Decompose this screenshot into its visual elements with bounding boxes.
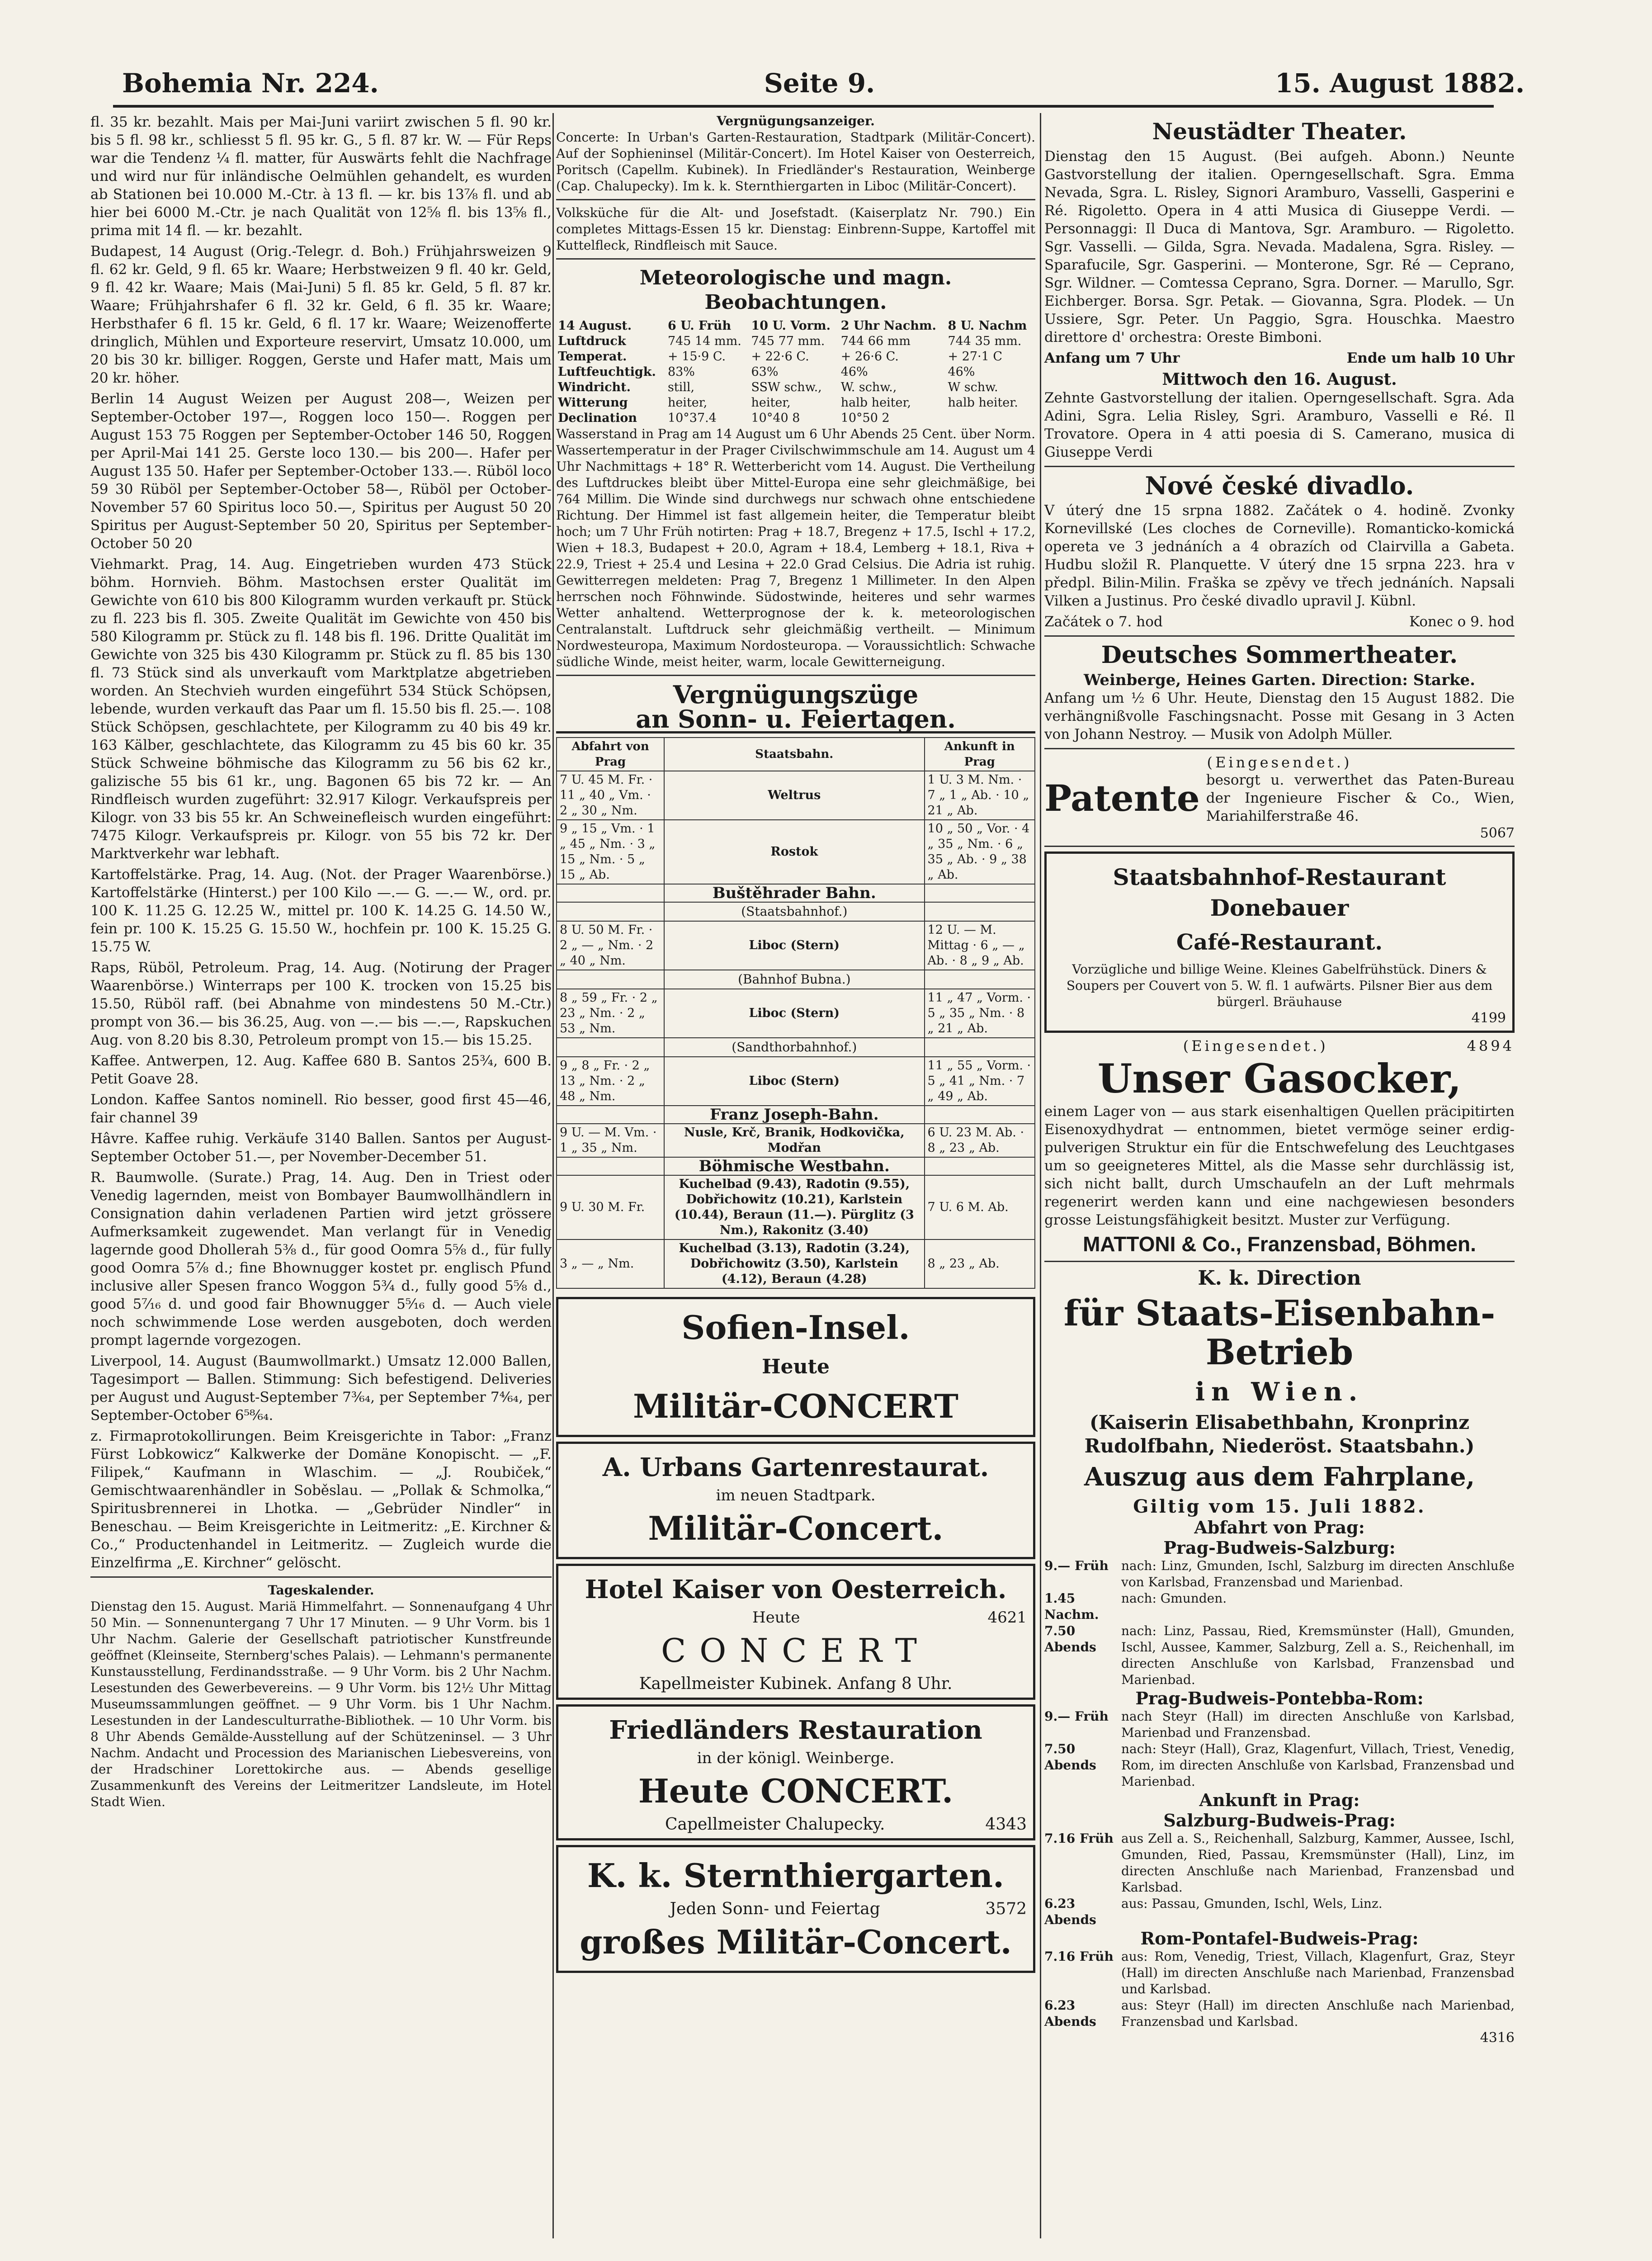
volkskueche-text: Volksküche für die Alt- und Josefstadt. (Kaiserplatz Nr. 790.) Ein completes Mittags-Essen 15 kr. Dienstag: Einbrenn-Suppe, Kartoffel mit Kuttelfleck, Rindfleisch mit Sauce. [556, 205, 1039, 253]
divider [556, 199, 1035, 200]
vergnuegungszuege-subtitle: an Sonn- u. Feiertagen. [556, 707, 1035, 733]
sommertheater-text: Anfang um ½ 6 Uhr. Heute, Dienstag den 15 August 1882. Die verhängnißvolle Faschingsnacht. Posse mit Gesang in 3 Acten von Johann Nestroy. — Musik von Adolph Müller. [1044, 690, 1519, 743]
ad-hotel-concert: CONCERT [661, 1632, 930, 1670]
met-cell: Witterung [558, 396, 628, 410]
met-row [556, 411, 1035, 426]
fahrplan-route: Prag-Budweis-Salzburg: [1163, 1537, 1396, 1558]
tageskalender-title: Tageskalender. [268, 1583, 374, 1598]
donebauer-number: 4199 [1471, 1010, 1506, 1026]
market-paragraph: London. Kaffee Santos nominell. Rio besser, good first 45—46, fair channel 39 [90, 1092, 556, 1126]
met-cell: halb heiter. [948, 396, 1018, 410]
met-cell: + 27·1 C [948, 350, 1003, 364]
kk-direction: K. k. Direction [1198, 1267, 1361, 1290]
met-cell: + 22·6 C. [751, 350, 809, 364]
fahrplan-line [1044, 1741, 1519, 1790]
fahrplan-destinations: aus Zell a. S., Reichenhall, Salzburg, Kammer, Aussee, Ischl, Gmunden, Ried, Passau, Kremsmünster (Hall), Linz, im directen Anschluße nach Marienbad, Franzensbad und Karlsbad. [1121, 1831, 1519, 1895]
meteorology-table [556, 318, 1035, 426]
ad-urban [556, 1442, 1035, 1559]
met-cell: 63% [751, 365, 779, 379]
market-paragraph: Liverpool, 14. August (Baumwollmarkt.) Umsatz 12.000 Ballen, Tagesimport — Ballen. Stimmung: Sich befestigend. Deliveries per August und August-September 7³⁄₆₄, per September 7⁴⁄₆₄, per September-October 6⁵⁸⁄₆₄. [90, 1353, 556, 1424]
tt-cell: Kuchelbad (9.43), Radotin (9.55), Dobřichowitz (10.21), Karlstein (10.44), Beraun (11.—). Pürglitz (3 Nm.), Rakonitz (3.40) [664, 1175, 924, 1239]
donebauer-title: Staatsbahnhof-Restaurant Donebauer [1113, 864, 1446, 921]
tt-cell: Nusle, Krč, Branik, Hodkovička, Modřan [664, 1124, 924, 1157]
tt-row [557, 1057, 1035, 1106]
eingesendet-1: (Eingesendet.) [1207, 754, 1352, 771]
met-row [556, 380, 1035, 395]
fahrplan-auszug: Auszug aus dem Fahrplane, [1084, 1462, 1475, 1492]
divider [1044, 748, 1515, 749]
tt-cell: 9 U. 30 M. Fr. [557, 1175, 664, 1239]
ad-sofieninsel-heute: Heute [762, 1355, 830, 1378]
tt-head-arrival: Ankunft in Prag [925, 738, 1035, 771]
fahrplan-route: Ankunft in Prag: [1199, 1790, 1360, 1810]
fahrplan-destinations: nach: Gmunden. [1121, 1591, 1227, 1606]
fahrplan-time: 7.50 Abends [1044, 1623, 1096, 1655]
fahrplan-line [1044, 1708, 1519, 1741]
sommertheater-sub: Weinberge, Heines Garten. Direction: Starke. [1083, 671, 1476, 689]
market-paragraph: fl. 35 kr. bezahlt. Mais per Mai-Juni variirt zwischen 5 fl. 90 kr. bis 5 fl. 98 kr., schliesst 5 fl. 95 kr. G., 5 fl. 87 kr. W. — Für Reps war die Tendenz ¼ fl. matter, für Auswärts fehlt die Nachfrage und wird nur für inländische Oelmühlen gehandelt, es wurden ab Stationen bei 10.000 M.-Ctr. à 13 fl. — kr. bis 13⅞ fl. und ab hier bei 6000 M.-Ctr. je nach Qualität von 12⅝ fl. bis 13⅝ fl., prima mit 14 fl. — kr. bezahlt. [90, 114, 556, 239]
ad-stern-title: K. k. Sternthiergarten. [587, 1856, 1005, 1895]
market-paragraph: Kaffee. Antwerpen, 12. Aug. Kaffee 680 B. Santos 25¾, 600 B. Petit Goave 28. [90, 1053, 556, 1087]
fahrplan-number: 4316 [1480, 2030, 1515, 2046]
tageskalender-text: Dienstag den 15. August. Mariä Himmelfahrt. — Sonnenaufgang 4 Uhr 50 Min. — Sonnenuntergang 7 Uhr 17 Minuten. — 9 Uhr Vorm. bis 1 Uhr Nachm. Galerie der Gesellschaft patriotischer Kunstfreunde geöffnet (Kleinseite, Sternberg'sches Palais). — Lehmann's permanente Kunstausstellung, Ferdinandsstraße. — 9 Uhr Vorm. bis 2 Uhr Nachm. Lesestunden des Gewerbevereins. — 9 Uhr Vorm. bis 12½ Uhr Mittag Museumssammlungen geöffnet. — 9 Uhr Vorm. bis 1 Uhr Nachm. Lesestunden in der Landesculturrathe-Bibliothek. — 10 Uhr Vorm. bis 8 Uhr Abends Gemälde-Ausstellung auf der Schützeninsel. — 3 Uhr Nachm. Andacht und Procession des Marianischen Liebesvereins, von der Hradschiner Lorettokirche aus. — Abends gesellige Zusammenkunft des Vereins der Leitmeritzer Landsleute, im Hotel Stadt Wien. [90, 1599, 556, 1809]
tt-row [557, 921, 1035, 970]
tt-cell: 8 „ 59 „ Fr. · 2 „ 23 „ Nm. · 2 „ 53 „ Nm. [557, 989, 664, 1038]
fahrplan-time: 6.23 Abends [1044, 1896, 1096, 1927]
fahrplan-destinations: nach Steyr (Hall) im directen Anschluße von Karlsbad, Marienbad und Franzensbad. [1121, 1709, 1519, 1740]
column-rule-2 [1040, 113, 1041, 2238]
ad-sofieninsel [556, 1297, 1035, 1437]
divider [556, 258, 1035, 260]
met-header-cell: 14 August. [558, 319, 632, 333]
market-paragraph: Viehmarkt. Prag, 14. Aug. Eingetrieben wurden 473 Stück böhm. Hornvieh. Böhm. Mastochsen erster Qualität im Gewichte von 610 bis 800 Kilogramm wurden verkauft pr. Stück zu fl. 223 bis fl. 305. Zweite Qualität im Gewichte von 450 bis 580 Kilogramm pr. Stück zu fl. 148 bis fl. 196. Dritte Qualität im Gewichte von 325 bis 430 Kilogramm pr. Stück zu fl. 85 bis 130 fl. 73 Stück sind als unverkauft vom Marktplatze abgetrieben worden. An Stechvieh wurden eingeführt 534 Stück Schöpsen, lebende, wurden verkauft das Paar um fl. 15.50 bis fl. 25.—. 108 Stück Schöpsen, geschlachtete, per Kilogramm zu 40 bis 49 kr. 163 Kälber, geschlachtete, das Kilogramm zu 45 bis 60 kr. 35 Stück Schweine böhmische das Kilogramm zu 56 bis 62 kr., galizische 55 bis 61 kr., ung. Bagonen 65 bis 72 kr. — An Rindfleisch wurden zugeführt: 32.917 Kilogr. Verkaufspreis per Kilogr. von 33 bis 55 kr. An Schweinefleisch wurden eingeführt: 7475 Kilogr. Verkaufspreis pr. Kilogr. von 55 bis 72 kr. Der Marktverkehr war lebhaft. [90, 556, 556, 862]
tt-cell: Rostok [664, 820, 924, 884]
tt-sub-staatsbahnhof: (Staatsbahnhof.) [664, 902, 924, 921]
ad-stern-concert: großes Militär-Concert. [580, 1923, 1012, 1961]
market-paragraph: z. Firmaprotokollirungen. Beim Kreisgerichte in Tabor: „Franz Fürst Lobkowicz“ Kalkwerke der Domäne Konopischt. — „F. Filipek,“ Kaufmann in Wlaschim. — „J. Roubiček,“ Gemischtwaarenhändler in Soběslau. — „Pollak & Schmolka,“ Spiritusbrennerei in Lhotka. — „Gebrüder Nindler“ in Beneschau. — Beim Kreisgerichte in Leitmeritz: „E. Kirchner & Co.,“ Productenhandel in Leitmeritz. — Zugleich wurde die Einzelfirma „E. Kirchner“ gelöscht. [90, 1428, 556, 1571]
met-cell: Declination [558, 411, 637, 425]
donebauer-text: Vorzügliche und billige Weine. Kleines Gabelfrühstück. Diners & Soupers per Couvert von 5. W. fl. 1 aufwärts. Pilsner Bier aus dem bürgerl. Bräuhause [1066, 962, 1493, 1009]
column-theater-ads [1044, 113, 1519, 2046]
tt-row [557, 989, 1035, 1038]
met-row [556, 349, 1035, 364]
donebauer-cafe: Café-Restaurant. [1176, 930, 1383, 955]
fahrplan-line [1044, 1623, 1519, 1688]
divider [1044, 466, 1515, 467]
met-cell: heiter, [751, 396, 791, 410]
tt-line-staatsbahn: Staatsbahn. [664, 738, 924, 771]
met-cell: Luftdruck [558, 334, 626, 348]
market-paragraph: Raps, Rüböl, Petroleum. Prag, 14. Aug. (Notirung der Prager Waarenbörse.) Winterraps per 100 K. trocken von 15.25 bis 15.50, Rüböl raff. (bei Abnahme von mindestens 50 M.-Ctr.) prompt von 36.— bis 36.25, Aug. von —.— bis —.—, Rapskuchen Aug. von 8.20 bis 8.30, Petroleum prompt von 15.— bis 15.25. [90, 960, 556, 1048]
fahrplan-destinations: aus: Steyr (Hall) im directen Anschluße nach Marienbad, Franzensbad und Karlsbad. [1121, 1998, 1519, 2029]
fahrplan-route: Salzburg-Budweis-Prag: [1163, 1810, 1396, 1831]
excursion-timetable [556, 737, 1035, 1289]
ad-friedlaender-sub: in der königl. Weinberge. [697, 1749, 895, 1767]
met-cell: 10°40 8 [751, 411, 800, 425]
ad-urban-sub: im neuen Stadtpark. [716, 1486, 876, 1504]
met-cell: still, [667, 380, 695, 394]
ad-hotel-number: 4621 [987, 1608, 1027, 1627]
fahrplan-line [1044, 1949, 1519, 1997]
tt-line-bwb: Böhmische Westbahn. [664, 1157, 924, 1175]
fahrplan-route: Rom-Pontafel-Budweis-Prag: [1140, 1928, 1419, 1949]
eingesendet-2-number: 4894 [1467, 1037, 1515, 1055]
ad-hotel-heute: Heute [752, 1608, 800, 1627]
nove-konec: Konec o 9. hod [1409, 614, 1515, 630]
met-header-cell: 8 U. Nachm [948, 319, 1027, 333]
mattoni: MATTONI & Co., Franzensbad, Böhmen. [1083, 1232, 1476, 1256]
ad-urban-concert: Militär-Concert. [648, 1509, 944, 1547]
gasocker-text: einem Lager von — aus stark eisenhaltigen Quellen präcipitirten Eisenoxydhydrat — entnommen, bietet vermöge seiner erdig-pulverigen Struktur ein für die Entschwefelung des Leuchtgases um so geeigneteres Mittel, als die Masse sehr durchlässig ist, sich nicht ballt, durch Umschaufeln an der Luft mehrmals regenerirt werden kann und eine nachgewiesen besonders grosse Leistungsfähigkeit besitzt. Muster zur Verfügung. [1044, 1103, 1519, 1228]
tt-cell: 9 „ 8 „ Fr. · 2 „ 13 „ Nm. · 2 „ 48 „ Nm. [557, 1057, 664, 1106]
tt-cell: Weltrus [664, 771, 924, 820]
fahrplan-destinations: nach: Linz, Passau, Ried, Kremsmünster (Hall), Gmunden, Ischl, Aussee, Kammer, Salzburg, Zell a. S., Reichenhall, im directen Anschluße von Karlsbad, Franzensbad und Marienbad. [1121, 1623, 1519, 1687]
tt-head-departure: Abfahrt von Prag [557, 738, 664, 771]
fahrplan-time: 1.45 Nachm. [1044, 1591, 1099, 1622]
met-cell: 744 66 mm [840, 334, 911, 348]
fahrplan-line [1044, 1558, 1519, 1590]
ad-urban-title: A. Urbans Gartenrestaurat. [602, 1452, 989, 1482]
fahrplan-time: 9.— Früh [1044, 1558, 1109, 1573]
met-cell: 745 14 mm. [667, 334, 741, 348]
ad-friedlaender-concert: Heute CONCERT. [638, 1772, 953, 1810]
tt-cell: 7 U. 6 M. Ab. [925, 1175, 1035, 1239]
tt-cell: 3 „ — „ Nm. [557, 1239, 664, 1288]
tt-cell: 6 U. 23 M. Ab. · 8 „ 23 „ Ab. [925, 1124, 1035, 1157]
column-events [556, 113, 1039, 1977]
nove-divadlo-title: Nové české divadlo. [1145, 471, 1414, 500]
in-wien: in Wien. [1195, 1377, 1364, 1407]
header-rule [113, 105, 1494, 108]
met-cell: 10°37.4 [667, 411, 717, 425]
divider [1044, 635, 1515, 637]
eingesendet-2: (Eingesendet.) [1183, 1037, 1328, 1055]
vergnuegung-text: Concerte: In Urban's Garten-Restauration, Stadtpark (Militär-Concert). Auf der Sophieninsel (Militär-Concert). Im Hotel Kaiser von Oesterreich, Poritsch (Capellm. Kubinek). In Friedländer's Restauration, Weinberge (Cap. Chalupecky). Im k. k. Sternthiergarten in Liboc (Militär-Concert). [556, 130, 1039, 194]
tt-cell: 9 U. — M. Vm. · 1 „ 35 „ Nm. [557, 1124, 664, 1157]
theater-anfang: Anfang um 7 Uhr [1044, 350, 1180, 366]
met-cell: W. schw., [840, 380, 897, 394]
met-row [556, 395, 1035, 411]
met-cell: + 15·9 C. [667, 350, 726, 364]
theater-text-2: Zehnte Gastvorstellung der italien. Operngesellschaft. Sgra. Ada Adini, Sgra. Lelia Risley, Sgri. Aramburo, Vasselli e Ré. Il Trovatore. Opera in 4 atti poesia di S. Camerano, musica di Giuseppe Verdi [1044, 390, 1519, 460]
fahrplan-line [1044, 1831, 1519, 1896]
met-cell: Windricht. [558, 380, 631, 394]
fahrplan-time: 6.23 Abends [1044, 1998, 1096, 2029]
met-cell: SSW schw., [751, 380, 822, 394]
ad-sofieninsel-title: Sofien-Insel. [681, 1308, 910, 1347]
meteorology-title: Meteorologische und magn. Beobachtungen. [639, 266, 952, 314]
ad-stern-number: 3572 [985, 1900, 1027, 1918]
market-paragraph: Hâvre. Kaffee ruhig. Verkäufe 3140 Ballen. Santos per August-September October 51.—, per November-December 51. [90, 1130, 552, 1165]
ad-hotel-title: Hotel Kaiser von Oesterreich. [585, 1575, 1007, 1604]
met-row [556, 364, 1035, 380]
tt-line-bustehrad: Buštěhrader Bahn. [664, 884, 924, 902]
tt-cell: Liboc (Stern) [664, 989, 924, 1038]
tt-row [557, 771, 1035, 820]
met-cell: heiter, [667, 396, 708, 410]
meteorology-text: Wasserstand in Prag am 14 August um 6 Uhr Abends 25 Cent. über Norm. Wassertemperatur in der Prager Civilschwimmschule am 14. August um 4 Uhr Nachmittags + 18° R. Wetterbericht vom 14. August. Die Vertheilung des Luftdruckes bleibt über Mittel-Europa eine sehr gleichmäßige, bei 764 Millim. Die Winde sind durchwegs nur schwach ohne entschiedene Richtung. Der Himmel ist fast allgemein heiter, die Temperatur bleibt hoch; um 7 Uhr Früh notirten: Prag + 18.7, Bregenz + 17.5, Ischl + 17.2, Wien + 18.3, Budapest + 20.0, Agram + 18.4, Lemberg + 18.1, Riva + 22.9, Triest + 25.4 und Lesina + 22.0 Grad Celsius. Die Adria ist ruhig. Gewitterregen meldeten: Prag 7, Bregenz 1 Millimeter. In den Alpen herrschen noch Föhnwinde. Südostwinde, heiteres und sehr warmes Wetter anhaltend. Wetterprognose der k. k. meteorologischen Centralanstalt. Luftdruck sehr gleichmäßig vertheilt. — Minimum Nordwesteuropa, Maximum Nordosteuropa. — Voraussichtlich: Schwache südliche Winde, meist heiter, warm, locale Gewitterneigung. [556, 426, 1039, 669]
fahrplan-route: Prag-Budweis-Pontebba-Rom: [1135, 1688, 1424, 1708]
ad-donebauer [1044, 851, 1515, 1033]
met-cell: Luftfeuchtigk. [558, 365, 656, 379]
met-header-cell: 2 Uhr Nachm. [840, 319, 936, 333]
neustaedter-title: Neustädter Theater. [1152, 118, 1407, 145]
patente-text: besorgt u. verwerthet das Paten-Bureau der Ingenieure Fischer & Co., Wien, Mariahilferstraße 46. [1206, 772, 1519, 824]
tt-row [557, 1175, 1035, 1239]
met-header-cell: 10 U. Vorm. [751, 319, 831, 333]
tt-cell: Liboc (Stern) [664, 921, 924, 970]
market-paragraphs [90, 113, 556, 1572]
gasocker-title: Unser Gasocker, [1097, 1055, 1462, 1102]
column-market-reports [90, 113, 556, 1813]
header-date: 15. August 1882. [1275, 68, 1525, 99]
ad-friedlaender-capellmeister: Capellmeister Chalupecky. [665, 1815, 885, 1834]
tt-cell: 12 U. — M. Mittag · 6 „ — „ Ab. · 8 „ 9 „ Ab. [925, 921, 1035, 970]
ad-sofieninsel-concert: Militär-CONCERT [633, 1387, 958, 1425]
theater-mittwoch: Mittwoch den 16. August. [1162, 370, 1397, 389]
theater-text: Dienstag den 15 August. (Bei aufgeh. Abonn.) Neunte Gastvorstellung der italien. Operngesellschaft. Sgra. Emma Nevada, Sgra. L. Risley, Signori Aramburo, Vasselli, Gasperini e Ré. Rigoletto. Opera in 4 atti Musica di Giuseppe Verdi. — Personnaggi: Il Duca di Mantova, Sgr. Aramburo. — Rigoletto. Sgr. Vasselli. — Gilda, Sgra. Nevada. Madalena, Sgra. Risley. — Sparafucile, Sgr. Gasperini. — Monterone, Sgr. Ré — Ceprano, Sgr. Wildner. — Comtessa Ceprano, Sgra. Dorner. — Marullo, Sgr. Eichberger. Borsa. Sgr. Petak. — Giovanna, Sgra. Plodek. — Un Ussiere, Sgr. Peter. Un Paggio, Sgra. Houschka. Maestro direttore d' orchestra: Oreste Bimboni. [1044, 148, 1519, 345]
divider [90, 1576, 552, 1578]
tt-cell: 8 „ 23 „ Ab. [925, 1239, 1035, 1288]
patente-number: 5067 [1480, 825, 1515, 841]
market-paragraph: Berlin 14 August Weizen per August 208—, Weizen per September-October 197—, Roggen loco 150—. Roggen per August 153 75 Roggen per September-October 146 50, Roggen per April-Mai 141 25. Gerste loco 130.— bis 200—. Hafer per August 135 50. Hafer per September-October 133.—. Rüböl loco 59 30 Rüböl per September-October 58—, Rüböl per October-November 57 60 Spiritus loco 50.—, Spiritus per August 50 20 Spiritus per August-September 50 20, Spiritus per September-October 50 20 [90, 391, 556, 552]
tt-cell: 11 „ 47 „ Vorm. · 5 „ 35 „ Nm. · 8 „ 21 „ Ab. [925, 989, 1035, 1038]
tt-sub-bubna: (Bahnhof Bubna.) [664, 970, 924, 989]
divider [556, 675, 1035, 676]
fahrplan-line [1044, 1590, 1515, 1623]
divider [1044, 1261, 1515, 1262]
market-paragraph: Kartoffelstärke. Prag, 14. Aug. (Not. der Prager Waarenbörse.) Kartoffelstärke (Hinterst.) per 100 Kilo —.— G. —.— W., ord. pr. 100 K. 11.25 G. 12.25 W., mittel pr. 100 K. 14.25 G. 14.50 W., fein pr. 100 K. 15.25 G. 15.50 W., hochfein pr. 100 K. 15.25 G. 15.75 W. [90, 866, 556, 955]
fahrplan-line [1044, 1896, 1515, 1928]
met-cell: 745 77 mm. [751, 334, 825, 348]
met-cell: 744 35 mm. [948, 334, 1022, 348]
ad-friedlaender [556, 1704, 1035, 1840]
tt-row [557, 1239, 1035, 1288]
met-cell: Temperat. [558, 350, 627, 364]
nove-divadlo-text: V úterý dne 15 srpna 1882. Začátek o 4. hodině. Zvonky Kornevillské (Les cloches de Corneville). Romanticko-komická opereta ve 3 jednáních a 4 obrazích od Clairvilla a Gabeta. Hudbu složil R. Planquette. V úterý dne 15 srpna 223. hra v předpl. Bilin-Milin. Fraška se zpěvy ve třech jednáních. Napsali Vilken a Justinus. Pro české divadlo upravil J. Kübnl. [1044, 502, 1519, 609]
met-cell: 83% [667, 365, 695, 379]
nove-zacatek: Začátek o 7. hod [1044, 614, 1163, 630]
met-cell: 46% [840, 365, 868, 379]
ad-stern-sub: Jeden Sonn- und Feiertag [670, 1900, 880, 1918]
header-title: Bohemia Nr. 224. [122, 68, 379, 99]
met-cell: + 26·6 C. [840, 350, 899, 364]
met-cell: 10°50 2 [840, 411, 890, 425]
ad-hotel-kapellmeister: Kapellmeister Kubinek. Anfang 8 Uhr. [639, 1674, 953, 1693]
met-row [556, 334, 1035, 349]
met-cell: W schw. [948, 380, 998, 394]
tt-cell: 7 U. 45 M. Fr. · 11 „ 40 „ Vm. · 2 „ 30 „ Nm. [557, 771, 664, 820]
met-header-cell: 6 U. Früh [667, 319, 732, 333]
market-paragraph: Budapest, 14 August (Orig.-Telegr. d. Boh.) Frühjahrsweizen 9 fl. 62 kr. Geld, 9 fl. 65 kr. Waare; Herbstweizen 9 fl. 40 kr. Geld, 9 fl. 42 kr. Waare; Mais (Mai-Juni) 5 fl. 85 kr. Geld, 5 fl. 87 kr. Waare; Frühjahrshafer 6 fl. 32 kr. Geld, 6 fl. 35 kr. Waare; Herbsthafer 6 fl. 15 kr. Geld, 6 fl. 17 kr. Waare; Weizenofferte dringlich, Mühlen und Exporteure reservirt, Umsatz 10.000, um 20 bis 30 kr. billiger. Roggen, Gerste und Hafer matt, Mais um 20 kr. höher. [90, 243, 556, 386]
fahrplan-list [1044, 1537, 1519, 2030]
tt-cell: 9 „ 15 „ Vm. · 1 „ 45 „ Nm. · 3 „ 15 „ Nm. · 5 „ 15 „ Ab. [557, 820, 664, 884]
sommertheater-title: Deutsches Sommertheater. [1101, 641, 1458, 669]
fahrplan-destinations: nach: Steyr (Hall), Graz, Klagenfurt, Villach, Triest, Venedig, Rom, im directen Anschluße von Karlsbad, Franzensbad und Marienbad. [1121, 1741, 1519, 1789]
fahrplan-abfahrt: Abfahrt von Prag: [1194, 1517, 1365, 1537]
divider [1044, 846, 1515, 847]
tt-cell: 10 „ 50 „ Vor. · 4 „ 35 „ Nm. · 6 „ 35 „ Ab. · 9 „ 38 „ Ab. [925, 820, 1035, 884]
ad-sternthiergarten [556, 1845, 1035, 1973]
staats-eisenbahn: für Staats-Eisenbahn-Betrieb [1063, 1293, 1496, 1373]
fahrplan-giltig: Giltig vom 15. Juli 1882. [1133, 1496, 1426, 1517]
market-paragraph: R. Baumwolle. (Surate.) Prag, 14. Aug. Den in Triest oder Venedig lagernden, meist von Bombayer Baumwollhändlern in Consignation dahin verladenen Partien wird jetzt grössere Aufmerksamkeit zugewendet. Man verlangt für in Venedig lagernde good Dhollerah 5⅜ d., für good Oomra 5⅝ d., für fully good Oomra 5⅞ d.; fine Bhownugger kostet pr. englisch Pfund inclusive aller Spesen franco Woggon 5¾ d., fully good 5⅝ d., good 5⁷⁄₁₆ d. und good fair Bhownugger 5⁵⁄₁₆ d. — Auch viele noch schwimmende Lose werden ausgeboten, doch werden prompt lagernde vorgezogen. [90, 1169, 556, 1348]
ad-friedlaender-number: 4343 [985, 1815, 1027, 1834]
fahrplan-time: 7.16 Früh [1044, 1831, 1114, 1846]
vergnuegungszuege-title: Vergnügungszüge [673, 680, 919, 709]
tt-sub-sandthor: (Sandthorbahnhof.) [664, 1038, 924, 1057]
fahrplan-time: 7.50 Abends [1044, 1741, 1096, 1773]
ad-friedlaender-title: Friedländers Restauration [609, 1715, 982, 1745]
tt-cell: Kuchelbad (3.13), Radotin (3.24), Dobřichowitz (3.50), Karlstein (4.12), Beraun (4.28) [664, 1239, 924, 1288]
header-page-number: Seite 9. [764, 68, 875, 99]
vergnuegung-title: Vergnügungsanzeiger. [717, 114, 875, 128]
fahrplan-destinations: aus: Rom, Venedig, Triest, Villach, Klagenfurt, Graz, Steyr (Hall) im directen Anschluße nach Marienbad, Franzensbad und Karlsbad. [1121, 1949, 1519, 1996]
fahrplan-line [1044, 1997, 1519, 2030]
tt-cell: 8 U. 50 M. Fr. · 2 „ — „ Nm. · 2 „ 40 „ Nm. [557, 921, 664, 970]
tt-cell: Liboc (Stern) [664, 1057, 924, 1106]
theater-ende: Ende um halb 10 Uhr [1346, 350, 1515, 366]
fahrplan-time: 7.16 Früh [1044, 1949, 1114, 1964]
fahrplan-destinations: nach: Linz, Gmunden, Ischl, Salzburg im directen Anschluße von Karlsbad, Franzensbad und Marienbad. [1121, 1558, 1519, 1589]
met-cell: halb heiter, [840, 396, 911, 410]
tt-cell: 1 U. 3 M. Nm. · 7 „ 1 „ Ab. · 10 „ 21 „ Ab. [925, 771, 1035, 820]
tt-line-fjb: Franz Joseph-Bahn. [664, 1106, 924, 1124]
fahrplan-time: 9.— Früh [1044, 1709, 1109, 1724]
met-cell: 46% [948, 365, 975, 379]
fahrplan-destinations: aus: Passau, Gmunden, Ischl, Wels, Linz. [1121, 1896, 1383, 1911]
kaiserin-bahn: (Kaiserin Elisabethbahn, Kronprinz Rudolfbahn, Niederöst. Staatsbahn.) [1084, 1411, 1475, 1457]
tt-cell: 11 „ 55 „ Vorm. · 5 „ 41 „ Nm. · 7 „ 49 „ Ab. [925, 1057, 1035, 1106]
patente-title: Patente [1044, 777, 1200, 819]
tt-row [557, 820, 1035, 884]
met-cell [946, 411, 1035, 426]
ad-hotel [556, 1564, 1035, 1700]
